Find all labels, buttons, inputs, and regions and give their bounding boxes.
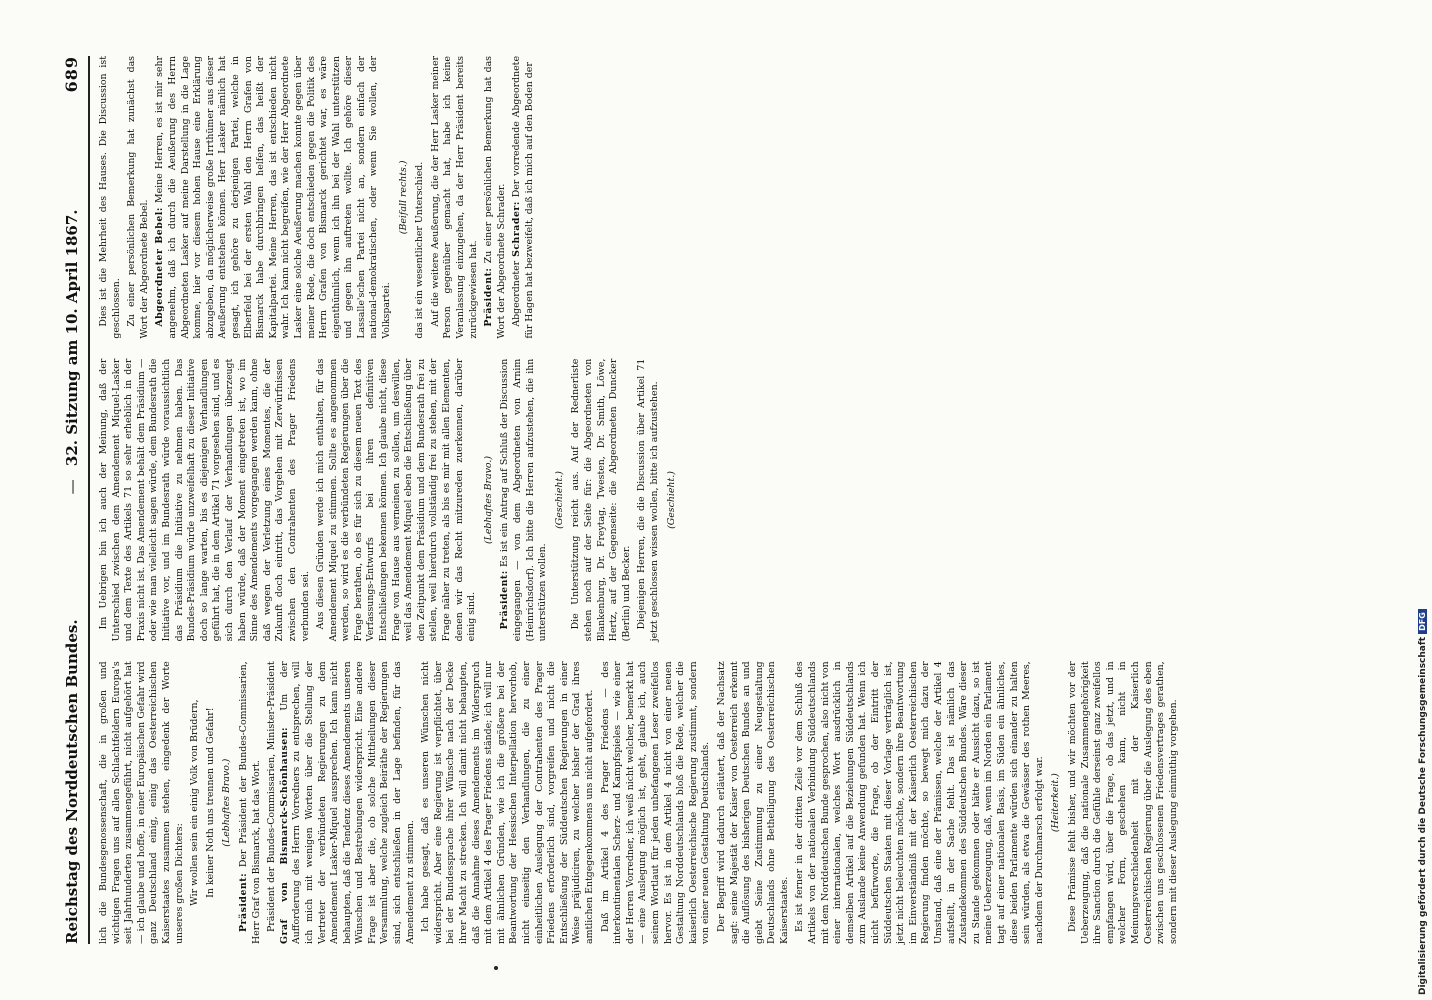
stage-direction: (Geschieht.) <box>553 471 565 529</box>
column-middle <box>98 359 1183 642</box>
text-columns <box>98 56 1179 944</box>
paragraph: Im Uebrigen bin ich auch der Meinung, daß der Unterschied zwischen dem Amendement Miquel-Lasker und dem Texte des Artikels 71 so sehr erheblich in der Praxis nicht ist. Das Amendement behält dem Präsidium — oder wie man vielleicht sagen würde, dem Bundesrath die Initiative vor, und im Bundesrath würde voraussichtlich das Präsidium die Initiative zu nehmen haben. Das Bundes-Präsidium würde unzweifelhaft zu dieser Initiative doch so lange warten, bis es diejenigen Verhandlungen geführt hat, die in dem Artikel 71 vorgesehen sind, und es sich durch den Verlauf der Verhandlungen überzeugt haben würde, daß der Moment eingetreten ist, wo im Sinne des Amendements vorgegangen werden kann, ohne daß wegen der Verletzung eines Momentes, die der Zukunft doch eintritt, das Vorgehen mit Zerwürfnissen zwischen den Contrahenten des Prager Friedens verbunden sei. <box>98 358 311 642</box>
paragraph: Ich habe gesagt, daß es unseren Wünschen nicht widerspricht. Aber eine Regierung ist verpflichtet, über bei der Bundessprache ihrer Wünsche nach der Decke ihrer Macht zu strecken. Ich will damit nicht behaupten, daß die Annahme dieses Amendements im Widerspruch mit dem Artikel 4 des Prager Friedens stände; ich will nur mit ähnlichen Gründen, wie ich die größere bei der Beantwortung der Hessischen Interpellation hervorhob, nicht einseitig den Verhandlungen, die zu einer einheitlichen Auslegung der Contrahenten des Prager Friedens erforderlich sind, vorgreifen und nicht die Entschließung der Süddeutschen Regierungen in einer Weise präjudiciren, zu welcher bisher der Grad ihres amtlichen Entgegenkommens uns nicht aufgefordert. <box>420 661 595 944</box>
paragraph-text: Der vorredende Abgeordnete für Hagen hat bezweifelt, daß ich mich auf den Boden der <box>511 56 535 339</box>
funding-note <box>1418 609 1428 995</box>
speaker-name: Präsident: <box>237 872 249 932</box>
page-number: 689 <box>62 56 81 93</box>
paragraph: Daß im Artikel 4 des Prager Friedens — des interkontinentalen Scherz- und Kampfspieles — wie einer der Herren Vorredner, ich weiß nicht welcher, bemerkt hat — eine Auslegung möglich ist, geht, glaube ich, auch seinem Wortlaut für jeden unbefangenen Leser zweifellos hervor. Es ist in dem Artikel 4 nicht von einer neuen Gestaltung Norddeutschlands bloß die Rede, welcher die kaiserlich Oesterreichische Regierung zustimmt, sondern von einer neuen Gestaltung Deutschlands. <box>599 661 712 944</box>
header-session-label: 32. Sitzung am 10. April 1867. <box>63 209 81 467</box>
speaker-intro: Abgeordneter <box>511 260 523 327</box>
stage-direction: (Lebhaftes Bravo.) <box>221 758 233 847</box>
paragraph: Dies ist die Mehrheit des Hauses. Die Discussion ist geschlossen. <box>98 56 122 339</box>
funding-note-text: Digitalisierung gefördert durch die Deutsche Forschungsgemeinschaft <box>1418 636 1428 995</box>
paragraph-text: Der Präsident der Bundes-Commissarien, Herr Graf von Bismarck, hat das Wort. <box>237 661 262 944</box>
stage-direction: (Geschieht.) <box>665 471 677 529</box>
speaker-intro: Präsident der Bundes-Commissarien, Minister-Präsident <box>266 661 278 932</box>
paragraph: Diese Prämisse fehlt bisher, und wir möchten vor der Ueberzeugung, daß die nationale Zusammengehörigkeit ihre Sanction durch die Gefühle derseinst ganz zweifellos empfangen wird, über die Frage, ob das jetzt, und in welcher Form, geschehen kann, nicht in Meinungsverschiedenheit mit der Kaiserlich Oesterreichischen Regierung über die Auslegung des eben zwischen uns geschlossenen Friedensvertrages gerathen, sondern mit dieser Auslegung einmüthig vorgehen. <box>1066 661 1179 944</box>
paragraph-text: Um der Aufforderung des Herrn Vorredners zu entsprechen, will ich mich mit wenigen Worten über die Stellung der Vertreter der verbündeten Regierungen zu dem Amendement Lasker-Miquel aussprechen. Ich kann nicht behaupten, daß die Tendenz dieses Amendements unseren Wünschen und Bestrebungen widerspricht. Eine andere Frage ist aber die, ob solche Mittheilungen dieser Versammlung, welche zugleich Beiräthe der Regierungen sind, sich entschließen in der Lage befinden, für das Amendement zu stimmen. <box>278 661 416 944</box>
speaker-paragraph <box>483 56 508 339</box>
speaker-name: Präsident: <box>499 570 511 630</box>
paragraph-text: Es ist ein Antrag auf Schluß der Discussion eingegangen — von dem Abgeordneten von Arnim (Heinrichsdorf). Ich bitte die Herren aufzustehen, die ihn unterstützen wollen. <box>499 358 549 642</box>
paragraph: Zu einer persönlichen Bemerkung hat zunächst das Wort der Abgeordnete Bebel. <box>126 56 150 339</box>
stage-direction: (Heiterkeit.) <box>1050 773 1062 833</box>
paragraph: Auf die weitere Aeußerung, die der Herr Lasker meiner Person gegenüber gemacht hat, habe ich keine Veranlassung einzugehen, da der Herr Präsident bereits zurückgewiesen hat. <box>429 56 479 339</box>
paragraph: Die Unterstützung reicht aus. Auf der Rednerliste stehen noch auf der Seite für: die Abgeordneten von Blankenburg, Dr. Freytag, Twesten, Dr. Smith, Löwe, Hertz, auf der Gegenseite: die Abgeordneten Duncker (Berlin) und Becker. <box>570 358 632 642</box>
speck <box>494 966 498 970</box>
paragraph: Diejenigen Herren, die die Discussion über Artikel 71 jetzt geschlossen wissen wollen, bitte ich aufzustehen. <box>636 358 660 642</box>
paragraph-text: Meine Herren, es ist mir sehr angenehm, daß ich durch die Aeußerung des Herrn Abgeordneten Lasker auf meine Darstellung in die Lage komme, hier vor diesem hohen Hause eine Erklärung abzugeben, da möglicherweise große Irrthümer aus dieser Aeußerung entstehen können. Herr Lasker nämlich hat gesagt, ich gehöre zu derjenigen Partei, welche in Elberfeld bei der ersten Wahl den Herrn Grafen von Bismarck habe durchbringen helfen, das heißt der Kapitalpartei. Meine Herren, das ist entschieden nicht wahr. Ich kann nicht begreifen, wie der Herr Abgeordnete Lasker eine solche Aeußerung machen konnte gegen über meiner Rede, die doch entschieden gegen die Politik des Herrn Grafen von Bismarck gerichtet war, es wäre eigenthümlich, wenn ich ihn bei der Wahl unterstützen und gegen ihn auftreten wollte. Ich gehöre dieser Lassalle'schen Partei nicht an, sondern einfach der national-demokratischen, oder wenn Sie wollen, der Volkspartei. <box>154 56 393 339</box>
verse-line: Wir wollen sein ein einig Volk von Brüdern, <box>189 699 201 906</box>
verse-line: In keiner Noth uns trennen und Gefahr! <box>204 707 216 898</box>
speaker-name: Präsident: <box>483 267 495 327</box>
dfg-logo: DFG <box>1418 609 1427 634</box>
speaker-paragraph <box>511 56 536 339</box>
speaker-name: Graf von Bismarck-Schönhausen: <box>278 727 290 944</box>
paragraph: Es ist ferner in der dritten Zeile vor dem Schluß des Artikels von der nationalen Verbindung Süddeutschlands mit dem Norddeutschen Bunde gesprochen, also nicht von einer internationalen, welches Wort ausdrücklich in demselben Artikel auf die Beziehungen Süddeutschlands zum Auslande keine Anwendung gefunden hat. Wenn ich nicht befürworte, die Frage, ob der Eintritt der Süddeutschen Staaten mit dieser Vorlage verträglich ist, jetzt nicht beleuchten möchte, sondern ihre Beantwortung im Einverständniß mit der Kaiserlich Oesterreichischen Regierung finden möchte, so bewegt mich dazu der Umstand, daß eine der Prämissen, welche der Artikel 4 aufstellt, in der Sache fehlt. Das ist nämlich das Zustandekommen des Süddeutschen Bundes. Wäre dieser zu Stande gekommen oder hätte er Aussicht dazu, so ist meine Ueberzeugung, daß, wenn im Norden ein Parlament tagt auf einer nationalen Basis, im Süden ein ähnliches, diese beiden Parlamente würden sich einander zu halten sein würden, als etwa die Gewässer des rothen Meeres, nachdem der Durchmarsch erfolgt war. <box>794 661 1045 944</box>
paragraph: lich die Bundesgenossenschaft, die in großen und wichtigen Fragen uns auf allen Schlachtfeldern Europa's seit Jahrhunderten zusammengeführt, nicht aufgehört hat — ich glaube und hoffe, in einer Europäischen Gefahr wird ganz Deutschland einig, einig das Oesterreichischen Kaiserstaates zusammen stehen, eingedenk der Worte unseres großen Dichters: <box>98 661 185 944</box>
speaker-paragraph <box>499 359 549 642</box>
header-title-left: Reichstag des Norddeutschen Bundes. <box>63 619 81 944</box>
stage-direction: (Lebhaftes Bravo.) <box>482 456 494 545</box>
paragraph-text: Zu einer persönlichen Bemerkung hat das Wort der Abgeordnete Schrader. <box>483 56 507 339</box>
stage-direction: (Beifall rechts.) <box>397 160 409 235</box>
paragraph: das ist ein wesentlicher Unterschied. <box>414 161 426 339</box>
column-right <box>98 56 1183 339</box>
header-dash: — <box>63 479 81 495</box>
speaker-name: Abgeordneter Bebel: <box>154 207 166 327</box>
speaker-paragraph <box>238 661 263 944</box>
speaker-paragraph <box>266 661 417 944</box>
speaker-paragraph <box>154 56 393 339</box>
paragraph: Der Begriff wird dadurch erläutert, daß der Nachsatz sagt: seine Majestät der Kaiser von Oesterreich erkennt die Auflösung des bisherigen Deutschen Bundes an und giebt Seine Zustimmung zu einer Neugestaltung Deutschlands ohne Betheiligung des Oesterreichischen Kaiserstaates. <box>715 661 790 944</box>
column-left <box>98 661 1183 944</box>
page-header <box>62 56 90 944</box>
speaker-name: Schrader: <box>511 201 523 257</box>
header-session <box>63 210 81 503</box>
paragraph: Aus diesen Gründen werde ich mich enthalten, für das Amendement Miquel zu stimmen. Sollte es angenommen werden, so wird es die verbündeten Regierungen über die Frage berathen, ob es für sich zu diesem neuen Text des Verfassungs-Entwurfs bei ihren definitiven Entschließungen bekennen können. Ich glaube nicht, diese Frage von Hause aus verneinen zu sollen, um deswillen, weil das Amendement Miquel eben die Entschließung über den Zeitpunkt dem Präsidium und dem Bundesrath frei zu stellen, weil hierdurch vollständig frei zu stehen, mit der Frage näher zu treten, als bis es mir mit allen Elementen, denen wir das Recht mitzureden zuerkennen, darüber einig sind. <box>315 358 478 642</box>
